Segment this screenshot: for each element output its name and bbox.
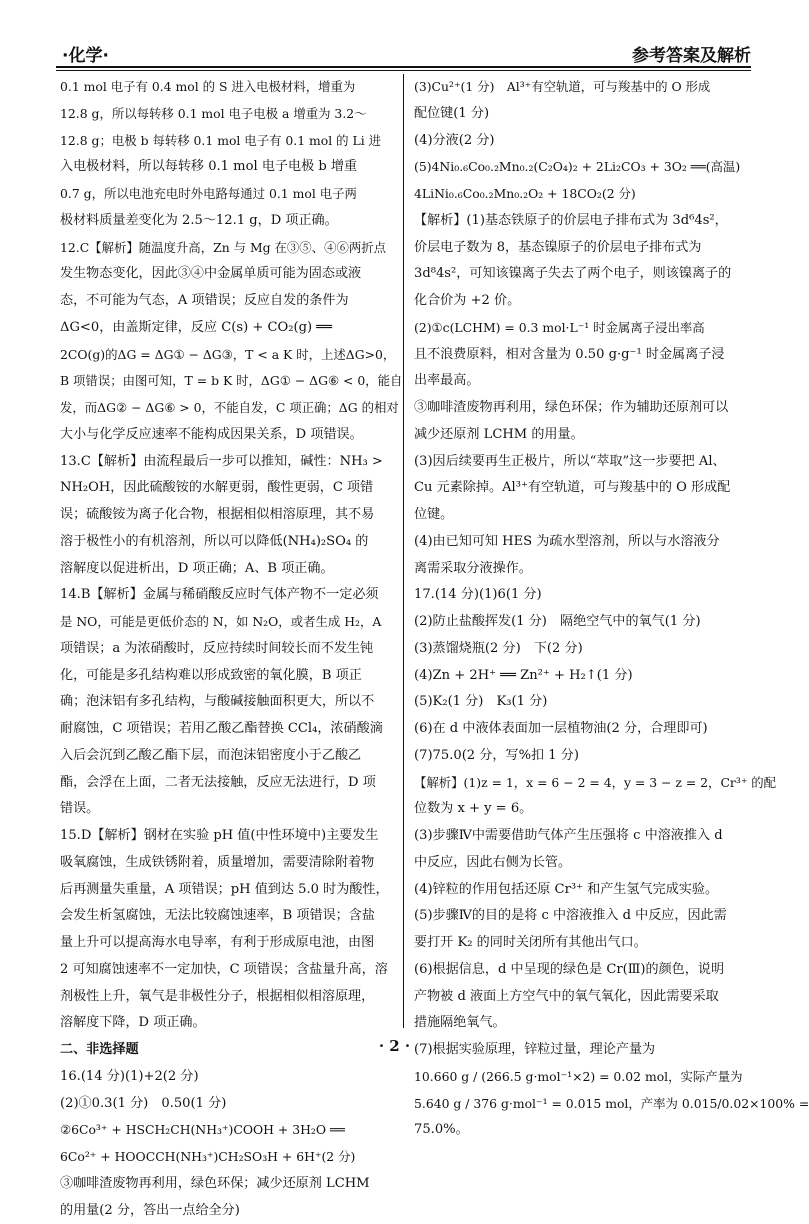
text-line: 要打开 K₂ 的同时关闭所有其他出气口。: [414, 930, 754, 957]
text-line: B 项错误；由图可知，T = b K 时，ΔG① − ΔG⑥ < 0，能自: [60, 368, 400, 395]
text-line: (4)Zn + 2H⁺ ══ Zn²⁺ + H₂↑(1 分): [414, 663, 754, 690]
text-line: 酯，会浮在上面，二者无法接触，反应无法进行，D 项: [60, 770, 400, 797]
text-line: 发，而ΔG② − ΔG⑥ > 0，不能自发，C 项正确；ΔG 的相对: [60, 395, 400, 422]
text-line: 化，可能是多孔结构难以形成致密的氧化膜，B 项正: [60, 663, 400, 690]
text-line: 措施隔绝氧气。: [414, 1010, 754, 1037]
text-line: 离需采取分液操作。: [414, 556, 754, 583]
text-line: 5.640 g / 376 g·mol⁻¹ = 0.015 mol，产率为 0.015/0.02×100% =: [414, 1091, 754, 1118]
text-line: 15.D【解析】钢材在实验 pH 值(中性环境中)主要发生: [60, 823, 400, 850]
text-line: NH₂OH，因此硫酸铵的水解更弱，酸性更弱，C 项错: [60, 475, 400, 502]
text-line: 中反应，因此右侧为长管。: [414, 850, 754, 877]
text-line: 75.0%。: [414, 1117, 754, 1144]
text-line: 2CO(g)的ΔG = ΔG① − ΔG③，T < a K 时，上述ΔG>0，: [60, 342, 400, 369]
text-line: 14.B【解析】金属与稀硝酸反应时气体产物不一定必须: [60, 582, 400, 609]
text-line: Cu 元素除掉。Al³⁺有空轨道，可与羧基中的 O 形成配: [414, 475, 754, 502]
text-line: (2)防止盐酸挥发(1 分) 隔绝空气中的氧气(1 分): [414, 609, 754, 636]
text-line: 耐腐蚀，C 项错误；若用乙酸乙酯替换 CCl₄，浓硝酸滴: [60, 716, 400, 743]
text-line: (4)分液(2 分): [414, 128, 754, 155]
text-line: 化合价为 +2 价。: [414, 288, 754, 315]
text-line: 16.(14 分)(1)+2(2 分): [60, 1064, 400, 1091]
text-line: (6)根据信息，d 中呈现的绿色是 Cr(Ⅲ)的颜色，说明: [414, 957, 754, 984]
text-line: 误；硫酸铵为离子化合物，根据相似相溶原理，其不易: [60, 502, 400, 529]
text-line: 0.1 mol 电子有 0.4 mol 的 S 进入电极材料，增重为: [60, 74, 400, 101]
text-line: 2 可知腐蚀速率不一定加快，C 项错误；含盐量升高，溶: [60, 957, 400, 984]
section-header: 参考答案及解析: [632, 41, 751, 66]
text-line: ③咖啡渣废物再利用，绿色环保；作为辅助还原剂可以: [414, 395, 754, 422]
text-line: 12.C【解析】随温度升高，Zn 与 Mg 在③⑤、④⑥两折点: [60, 235, 400, 262]
text-line: 位键。: [414, 502, 754, 529]
text-line: ΔG<0，由盖斯定律，反应 C(s) + CO₂(g) ══: [60, 315, 400, 342]
text-line: 价层电子数为 8，基态镍原子的价层电子排布式为: [414, 235, 754, 262]
text-line: (5)K₂(1 分) K₃(1 分): [414, 689, 754, 716]
text-line: 产物被 d 液面上方空气中的氧气氧化，因此需要采取: [414, 984, 754, 1011]
text-line: 吸氧腐蚀，生成铁锈附着，质量增加，需要清除附着物: [60, 850, 400, 877]
text-line: 极材料质量差变化为 2.5～12.1 g，D 项正确。: [60, 208, 400, 235]
text-line: ③咖啡渣废物再利用，绿色环保；减少还原剂 LCHM: [60, 1171, 400, 1198]
text-line: 位数为 x + y = 6。: [414, 796, 754, 823]
text-line: (3)Cu²⁺(1 分) Al³⁺有空轨道，可与羧基中的 O 形成: [414, 74, 754, 101]
text-line: 12.8 g；电极 b 每转移 0.1 mol 电子有 0.1 mol 的 Li 进: [60, 128, 400, 155]
text-line: 量上升可以提高海水电导率，有利于形成原电池，由图: [60, 930, 400, 957]
text-line: 3d⁸4s²，可知该镍离子失去了两个电子，则该镍离子的: [414, 261, 754, 288]
text-line: 大小与化学反应速率不能构成因果关系，D 项错误。: [60, 422, 400, 449]
text-line: 13.C【解析】由流程最后一步可以推知，碱性：NH₃ >: [60, 449, 400, 476]
text-line: (3)因后续要再生正极片，所以“萃取”这一步要把 Al、: [414, 449, 754, 476]
right-column: [414, 74, 754, 1144]
column-divider: [403, 74, 404, 1028]
text-line: 10.660 g / (266.5 g·mol⁻¹×2) = 0.02 mol，实际产量为: [414, 1064, 754, 1091]
text-line: (5)4Ni₀.₆Co₀.₂Mn₀.₂(C₂O₄)₂ + 2Li₂CO₃ + 3O₂ ══(高温): [414, 154, 754, 181]
text-line: 4LiNi₀.₆Co₀.₂Mn₀.₂O₂ + 18CO₂(2 分): [414, 181, 754, 208]
text-line: (7)根据实验原理，锌粒过量，理论产量为: [414, 1037, 754, 1064]
text-line: 入后会沉到乙酸乙酯下层，而泡沫铝密度小于乙酸乙: [60, 743, 400, 770]
text-line: 剂极性上升，氧气是非极性分子，根据相似相溶原理，: [60, 984, 400, 1011]
text-line: 12.8 g，所以每转移 0.1 mol 电子电极 a 增重为 3.2～: [60, 101, 400, 128]
text-line: 溶于极性小的有机溶剂，所以可以降低(NH₄)₂SO₄ 的: [60, 529, 400, 556]
text-line: 二、非选择题: [60, 1037, 400, 1064]
text-line: 的用量(2 分，答出一点给全分): [60, 1198, 400, 1224]
text-line: 且不浪费原料，相对含量为 0.50 g·g⁻¹ 时金属离子浸: [414, 342, 754, 369]
text-line: 项错误；a 为浓硝酸时，反应持续时间较长而不发生钝: [60, 636, 400, 663]
text-line: 17.(14 分)(1)6(1 分): [414, 582, 754, 609]
text-line: 发生物态变化，因此③④中金属单质可能为固态或液: [60, 261, 400, 288]
text-line: 溶解度以促进析出，D 项正确；A、B 项正确。: [60, 556, 400, 583]
text-line: 后再测量失重量，A 项错误；pH 值到达 5.0 时为酸性，: [60, 877, 400, 904]
text-line: 6Co²⁺ + HOOCCH(NH₃⁺)CH₂SO₃H + 6H⁺(2 分): [60, 1144, 400, 1171]
text-line: (3)蒸馏烧瓶(2 分) 下(2 分): [414, 636, 754, 663]
text-line: (3)步骤Ⅳ中需要借助气体产生压强将 c 中溶液推入 d: [414, 823, 754, 850]
text-line: (2)①0.3(1 分) 0.50(1 分): [60, 1091, 400, 1118]
text-line: 错误。: [60, 796, 400, 823]
header-rule-thick: [56, 66, 751, 68]
text-line: (6)在 d 中液体表面加一层植物油(2 分，合理即可): [414, 716, 754, 743]
text-line: (5)步骤Ⅳ的目的是将 c 中溶液推入 d 中反应，因此需: [414, 903, 754, 930]
text-line: ②6Co³⁺ + HSCH₂CH(NH₃⁺)COOH + 3H₂O ══: [60, 1117, 400, 1144]
text-line: 【解析】(1)z = 1，x = 6 − 2 = 4，y = 3 − z = 2，Cr³⁺ 的配: [414, 770, 754, 797]
text-line: 【解析】(1)基态铁原子的价层电子排布式为 3d⁶4s²，: [414, 208, 754, 235]
text-line: (4)锌粒的作用包括还原 Cr³⁺ 和产生氢气完成实验。: [414, 877, 754, 904]
text-line: 0.7 g，所以电池充电时外电路每通过 0.1 mol 电子两: [60, 181, 400, 208]
page-number: · 2 ·: [0, 1037, 789, 1055]
text-line: (7)75.0(2 分，写%扣 1 分): [414, 743, 754, 770]
subject-header: ·化学·: [62, 41, 109, 66]
text-line: 出率最高。: [414, 368, 754, 395]
text-line: 态，不可能为气态，A 项错误；反应自发的条件为: [60, 288, 400, 315]
text-line: 减少还原剂 LCHM 的用量。: [414, 422, 754, 449]
text-line: 是 NO，可能是更低价态的 N，如 N₂O，或者生成 H₂，A: [60, 609, 400, 636]
text-line: 会发生析氢腐蚀，无法比较腐蚀速率，B 项错误；含盐: [60, 903, 400, 930]
text-line: 确；泡沫铝有多孔结构，与酸碱接触面积更大，所以不: [60, 689, 400, 716]
text-line: (2)①c(LCHM) = 0.3 mol·L⁻¹ 时金属离子浸出率高: [414, 315, 754, 342]
text-line: 配位键(1 分): [414, 101, 754, 128]
text-line: 入电极材料，所以每转移 0.1 mol 电子电极 b 增重: [60, 154, 400, 181]
header-rule-thin: [56, 70, 751, 71]
text-line: 溶解度下降，D 项正确。: [60, 1010, 400, 1037]
text-line: (4)由已知可知 HES 为疏水型溶剂，所以与水溶液分: [414, 529, 754, 556]
